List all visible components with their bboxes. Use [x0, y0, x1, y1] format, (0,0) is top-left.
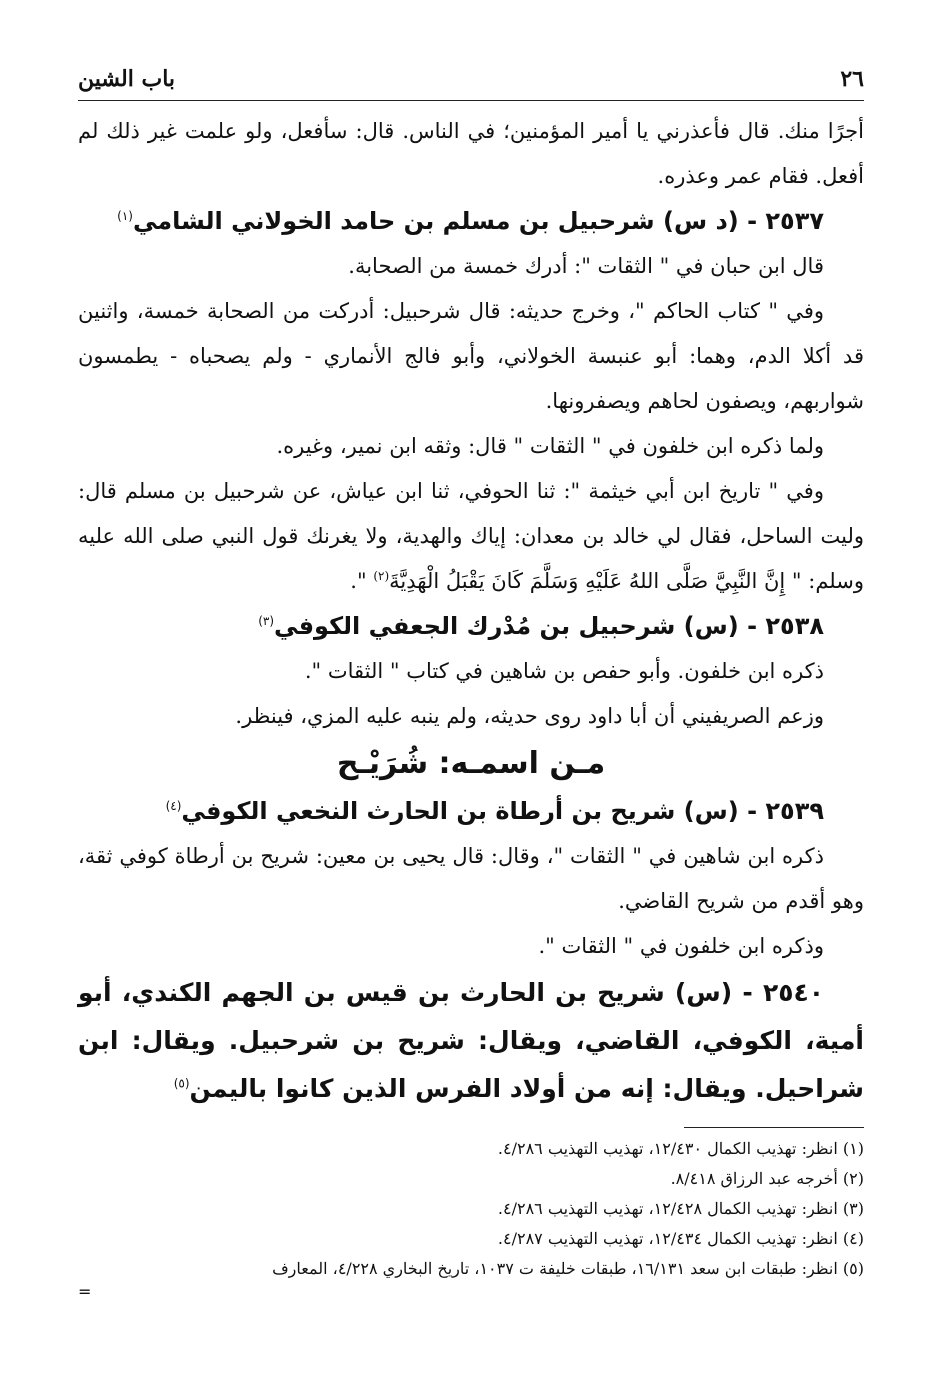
footnote-separator [684, 1127, 864, 1128]
entry-2537-paragraph-3: ولما ذكره ابن خلفون في " الثقات " قال: وثقه ابن نمير، وغيره. [276, 434, 824, 458]
chapter-title: باب الشين [78, 66, 176, 92]
entry-heading-text: ٢٥٣٧ - (د س) شرحبيل بن مسلم بن حامد الخولاني الشامي [132, 207, 824, 235]
footnote-ref: (٥) [173, 1076, 190, 1091]
entry-heading-2537 [78, 199, 864, 244]
entry-2537-paragraph-4-text: وفي " تاريخ ابن أبي خيثمة ": ثنا الحوفي، ثنا ابن عياش، عن شرحبيل بن مسلم قال: وليت الساحل، فقال لي خالد بن معدان: إياك والهدية، ولا يغرنك قول النبي صلى الله عليه وسلم: " إِنَّ النَّبِيَّ صَلَّى اللهُ عَلَيْهِ وَسَلَّمَ كَانَ يَقْبَلُ الْهَدِيَّةَ [78, 479, 865, 593]
footnote-4: (٤) انظر: تهذيب الكمال ١٢/٤٣٤، تهذيب التهذيب ٤/٢٨٧. [497, 1229, 864, 1248]
entry-2538-paragraph-2: وزعم الصريفيني أن أبا داود روى حديثه، ولم ينبه عليه المزي، فينظر. [235, 704, 824, 728]
quote-close: ". [350, 569, 374, 593]
footnote-ref: (٢) [373, 569, 390, 583]
entry-heading-2538 [78, 604, 864, 649]
footnote-ref: (٤) [165, 799, 182, 813]
entry-2537-paragraph-4 [78, 469, 864, 604]
entry-2539-paragraph-2: وذكره ابن خلفون في " الثقات ". [538, 934, 824, 958]
footnote-3: (٣) انظر: تهذيب الكمال ١٢/٤٢٨، تهذيب التهذيب ٤/٢٨٦. [497, 1199, 864, 1218]
entry-heading-text: ٢٥٣٨ - (س) شرحبيل بن مُدْرك الجعفي الكوفي [274, 612, 824, 640]
entry-number: ٢٥٤٠ - [732, 978, 824, 1007]
entry-heading-text: (س) شريح بن الحارث بن قيس بن الجهم الكندي، أبو أمية، الكوفي، القاضي، ويقال: شريح بن شرحبيل. ويقال: ابن شراحيل. ويقال: إنه من أولاد الفرس الذين كانوا باليمن [78, 978, 864, 1103]
section-title: مـن اسمـه: شُرَيْـح [336, 746, 606, 781]
entry-heading-text: ٢٥٣٩ - (س) شريح بن أرطاة بن الحارث النخعي الكوفي [181, 797, 824, 825]
footnote-5: (٥) انظر: طبقات ابن سعد ١٦/١٣١، طبقات خليفة ت ١٠٣٧، تاريخ البخاري ٤/٢٢٨، المعارف [272, 1259, 864, 1278]
page-number: ٢٦ [840, 66, 864, 92]
page-body [78, 109, 864, 1113]
entry-heading-2540 [78, 969, 864, 1113]
entry-2538-paragraph-1: ذكره ابن خلفون. وأبو حفص بن شاهين في كتاب " الثقات ". [304, 659, 824, 683]
footnotes [78, 1134, 864, 1300]
entry-heading-2539 [78, 789, 864, 834]
continuation-mark: = [78, 1282, 92, 1301]
running-header [78, 62, 864, 101]
entry-2539-paragraph-1: ذكره ابن شاهين في " الثقات "، وقال: قال يحيى بن معين: شريح بن أرطاة كوفي ثقة، وهو أقدم من شريح القاضي. [78, 844, 864, 913]
footnote-2: (٢) أخرجه عبد الرزاق ٨/٤١٨. [670, 1169, 864, 1188]
footnote-ref: (١) [117, 209, 133, 223]
entry-2537-paragraph-2: وفي " كتاب الحاكم "، وخرج حديثه: قال شرحبيل: أدركت من الصحابة خمسة، واثنين قد أكلا الدم، وهما: أبو عنبسة الخولاني، وأبو فالج الأنماري - ولم يصحباه - يطمسون شواربهم، ويصفون لحاهم ويصفرونها. [78, 299, 864, 413]
footnote-1: (١) انظر: تهذيب الكمال ١٢/٤٣٠، تهذيب التهذيب ٤/٢٨٦. [497, 1139, 864, 1158]
entry-2537-paragraph-1: قال ابن حبان في " الثقات ": أدرك خمسة من الصحابة. [348, 254, 824, 278]
footnote-ref: (٣) [258, 614, 275, 628]
paragraph-continuation: أجرًا منك. قال فأعذرني يا أمير المؤمنين؛ في الناس. قال: سأفعل، ولو علمت غير ذلك لم أفعل. فقام عمر وعذره. [78, 119, 864, 188]
book-page [78, 62, 864, 1352]
